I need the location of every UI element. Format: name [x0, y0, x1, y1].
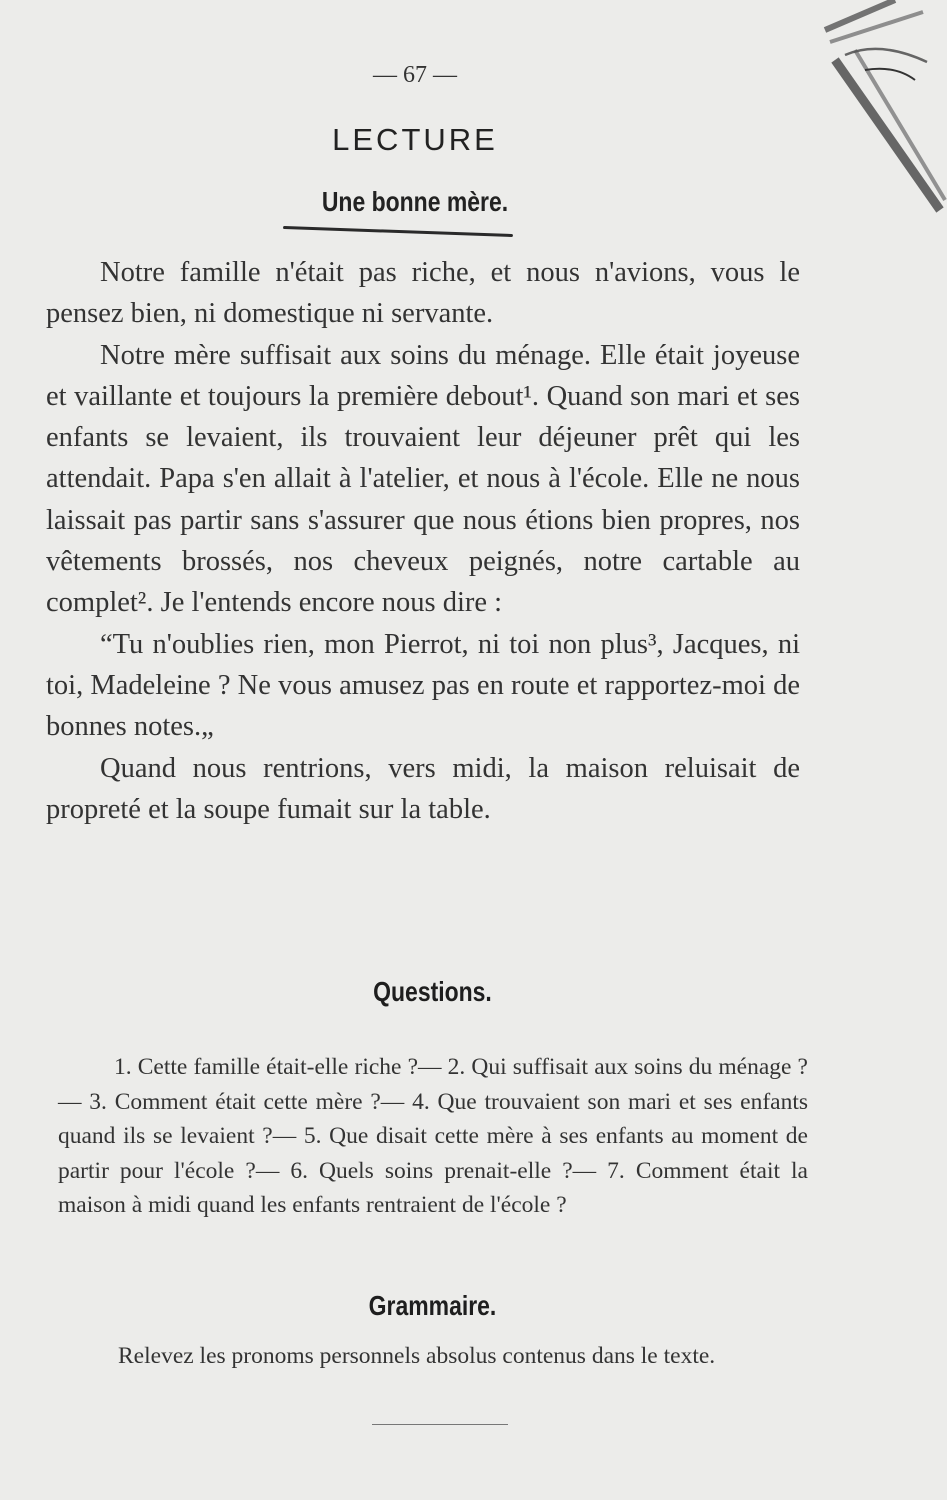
questions-text: 1. Cette famille était-elle riche ?— 2. Qui suffisait aux soins du ménage ?— 3. Comment était cette mère ?— 4. Que trouvaient son mari et ses enfants quand ils se levaient ?— 5. Que disait cette mère à ses enfants au moment de partir pour l'école ?— 6. Quels soins prenait-elle ?— 7. Comment était la maison à midi quand les enfants rentraient de l'école ? [58, 1054, 808, 1218]
paragraph-1: Notre famille n'était pas riche, et nous n'avions, vous le pensez bien, ni domestique ni servante. [46, 257, 800, 330]
title-underline [283, 226, 513, 237]
grammar-section [58, 1338, 808, 1374]
questions-heading: Questions. [373, 976, 492, 1007]
grammar-heading: Grammaire. [368, 1290, 497, 1321]
bottom-rule [372, 1424, 508, 1425]
lecture-title: LECTURE [332, 122, 498, 157]
paragraph-2: Notre mère suffisait aux soins du ménage. Elle était joyeuse et vaillante et toujours la première debout¹. Quand son mari et ses enfants se levaient, ils trouvaient leur déjeuner prêt qui les attendait. Papa s'en allait à l'atelier, et nous à l'école. Elle ne nous laissait pas partir sans s'assurer que nous étions bien propres, nos vêtements brossés, nos cheveux peignés, notre cartable au complet². Je l'entends encore nous dire : [46, 339, 800, 619]
pencil-scribble-mark [805, 0, 947, 220]
paragraph-4: Quand nous rentrions, vers midi, la maison reluisait de propreté et la soupe fumait sur la table. [46, 752, 800, 825]
questions-section [58, 1050, 808, 1223]
grammar-text: Relevez les pronoms personnels absolus contenus dans le texte. [118, 1343, 716, 1369]
page-number: — 67 — [373, 62, 457, 88]
story-body [46, 252, 800, 830]
story-title: Une bonne mère. [321, 186, 509, 217]
paragraph-3: “Tu n'oublies rien, mon Pierrot, ni toi non plus³, Jacques, ni toi, Madeleine ? Ne vous amusez pas en route et rapportez-moi de bonnes notes.„ [46, 628, 800, 743]
